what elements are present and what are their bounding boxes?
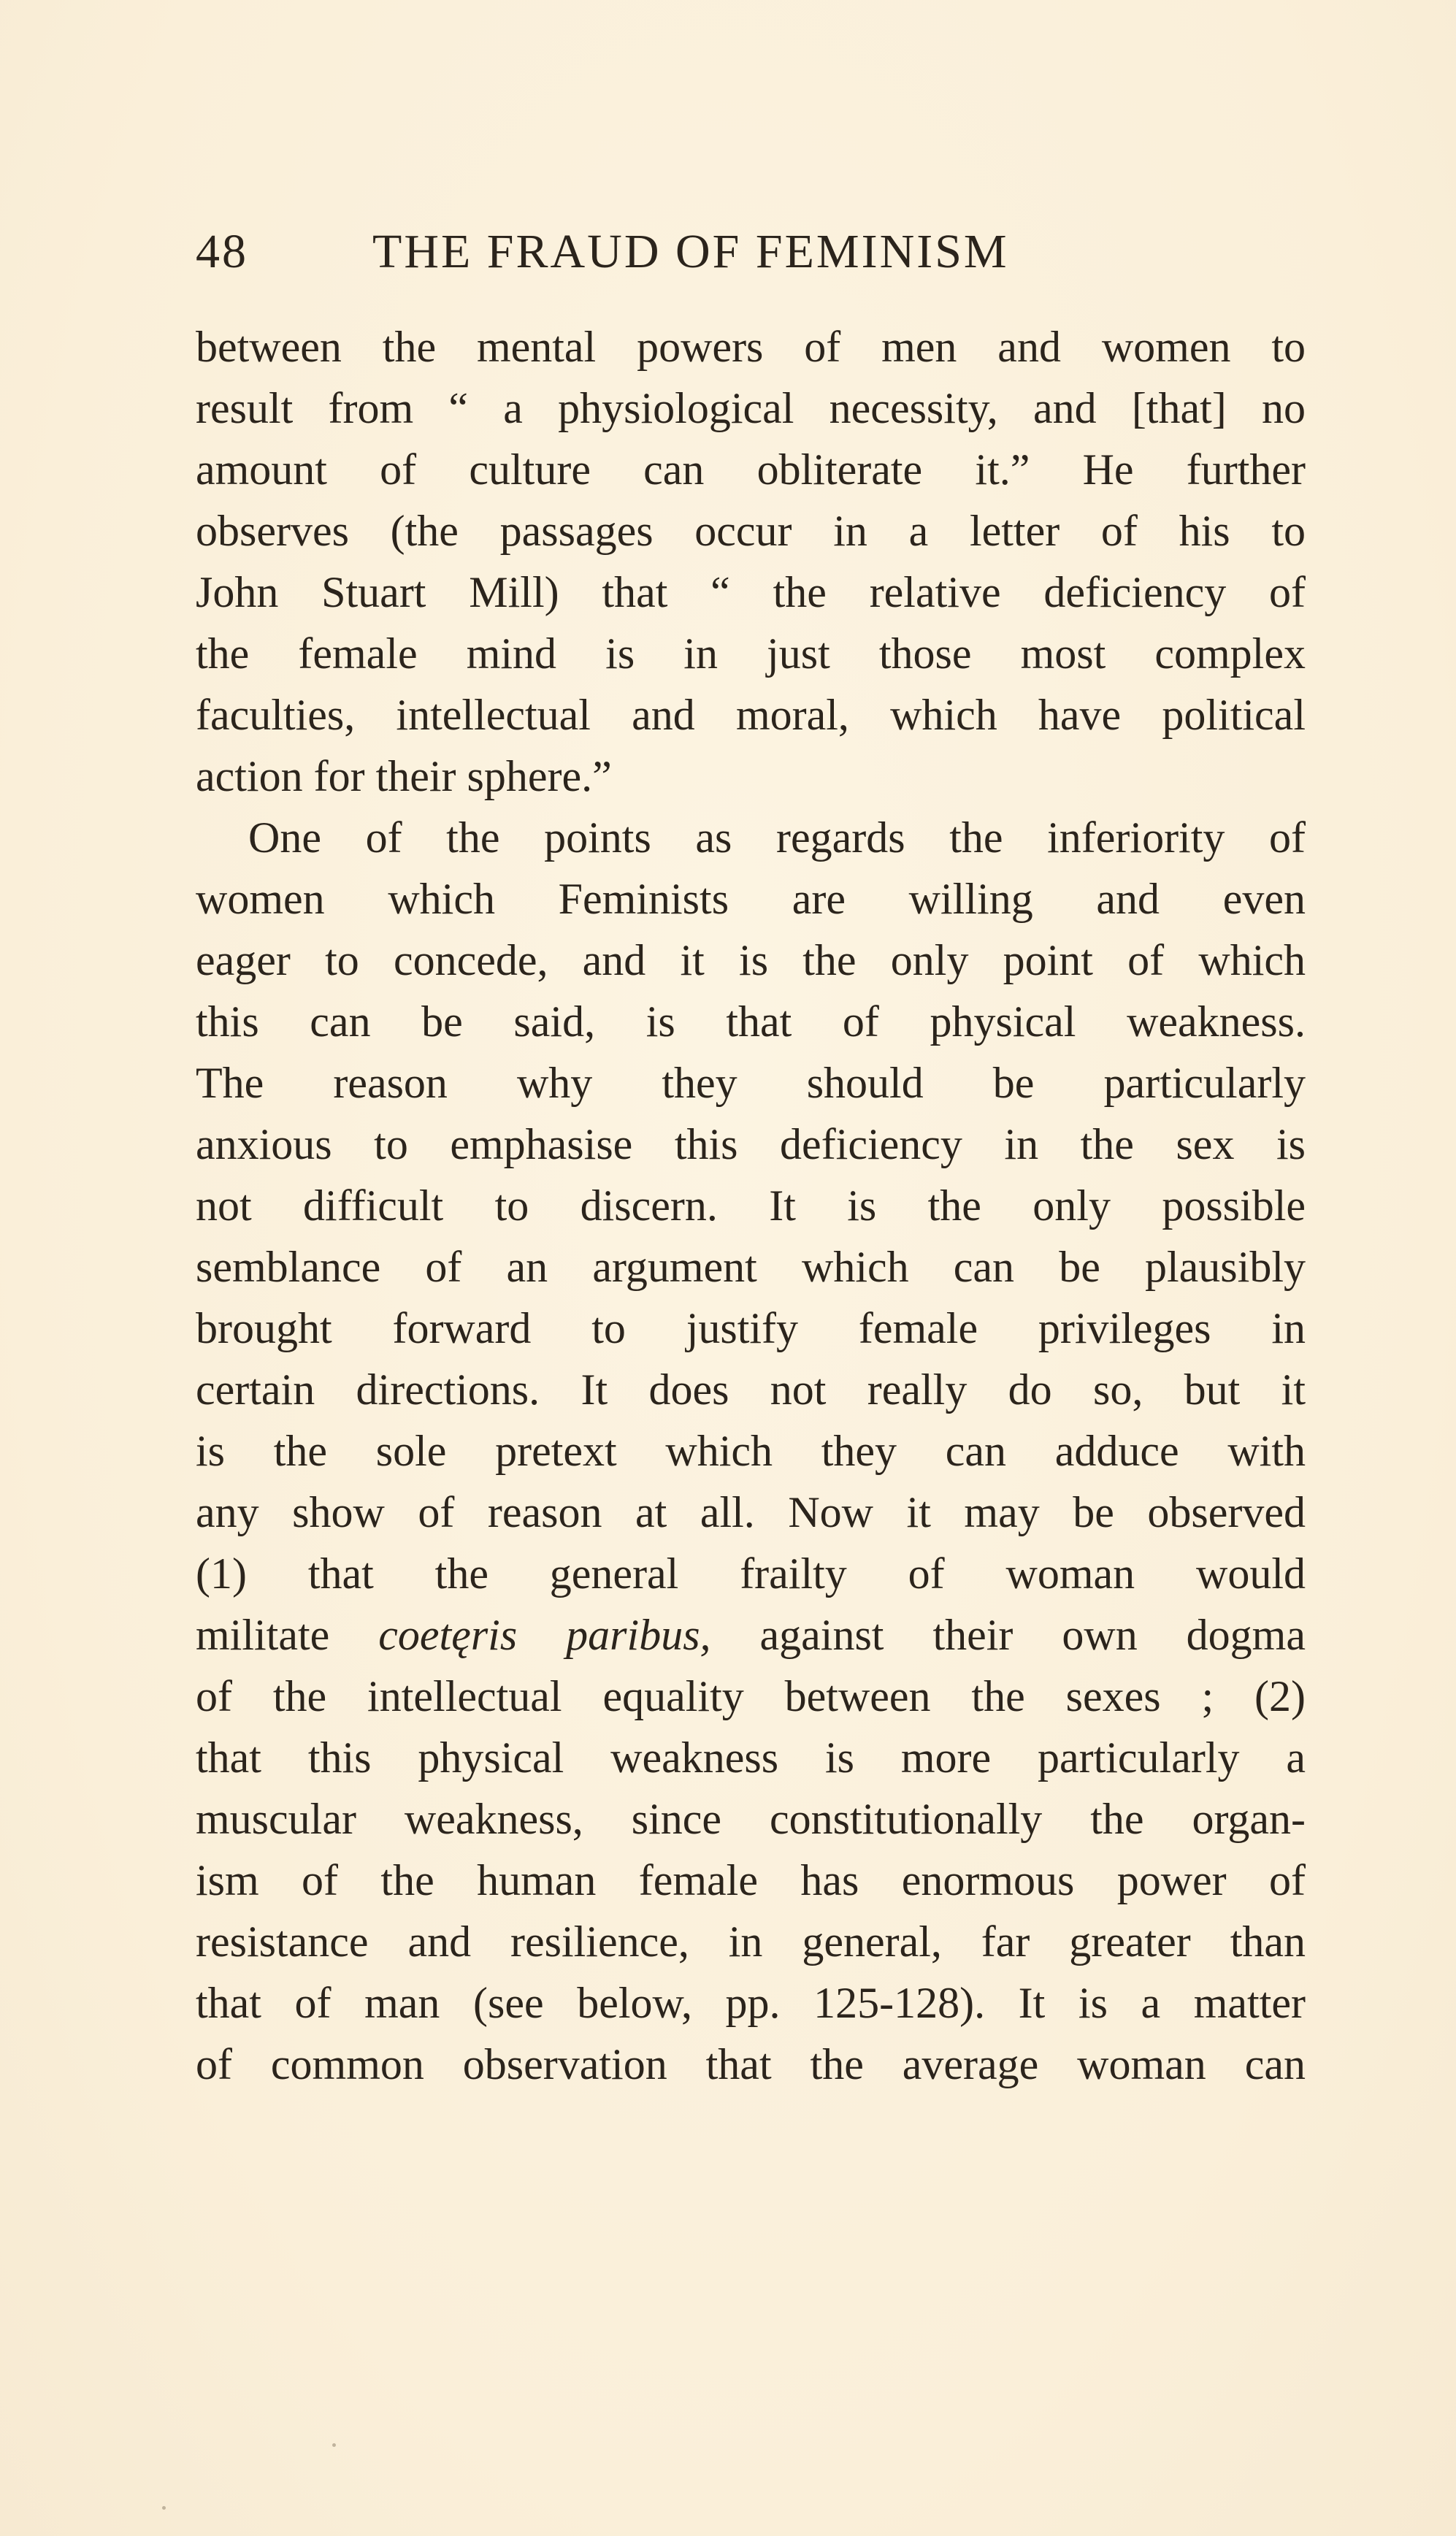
text-line-24: that this physical weakness is more particularly a: [196, 1734, 1306, 1782]
text-line-23: of the intellectual equality between the sexes ; (2): [196, 1672, 1306, 1720]
text-line-11: eager to concede, and it is the only point of which: [196, 936, 1306, 984]
latin-phrase: coetęris paribus,: [378, 1611, 711, 1659]
text-line-25: muscular weakness, since constitutionally the organ-: [196, 1795, 1306, 1843]
text-line-8: action for their sphere.”: [196, 752, 612, 800]
text-line-7: faculties, intellectual and moral, which have political: [196, 691, 1306, 739]
text-line-22-before: militate: [196, 1611, 379, 1659]
text-line-28: that of man (see below, pp. 125-128). It is a matter: [196, 1979, 1306, 2027]
body-text: [196, 316, 1306, 2095]
text-line-17: brought forward to justify female privileges in: [196, 1304, 1306, 1352]
text-line-2: result from “ a physiological necessity, and [that] no: [196, 384, 1306, 432]
text-line-3: amount of culture can obliterate it.” He further: [196, 445, 1306, 494]
text-line-15: not difficult to discern. It is the only possible: [196, 1181, 1306, 1230]
running-title: THE FRAUD OF FEMINISM: [372, 225, 1009, 278]
text-line-26: ism of the human female has enormous power of: [196, 1856, 1306, 1904]
text-line-1: between the mental powers of men and women to: [196, 323, 1306, 371]
paper-speck: [162, 2506, 166, 2510]
text-line-12: this can be said, is that of physical weakness.: [196, 997, 1306, 1046]
text-line-4: observes (the passages occur in a letter of his to: [196, 507, 1306, 555]
text-line-18: certain directions. It does not really do so, but it: [196, 1365, 1306, 1414]
text-line-22-after: against their own dogma: [710, 1611, 1306, 1659]
text-line-14: anxious to emphasise this deficiency in the sex is: [196, 1120, 1306, 1168]
text-line-22: [196, 1604, 1306, 1666]
text-line-6: the female mind is in just those most complex: [196, 629, 1306, 678]
text-line-21: (1) that the general frailty of woman would: [196, 1549, 1306, 1598]
text-line-20: any show of reason at all. Now it may be observed: [196, 1488, 1306, 1536]
text-line-10: women which Feminists are willing and even: [196, 875, 1306, 923]
text-line-29: of common observation that the average woman can: [196, 2040, 1306, 2088]
text-line-27: resistance and resilience, in general, far greater than: [196, 1918, 1306, 1966]
text-line-19: is the sole pretext which they can adduce with: [196, 1427, 1306, 1475]
page-number: 48: [196, 225, 248, 278]
text-line-13: The reason why they should be particularly: [196, 1059, 1306, 1107]
paper-speck: [332, 2443, 336, 2447]
text-line-9: One of the points as regards the inferiority of: [248, 813, 1306, 862]
text-line-16: semblance of an argument which can be plausibly: [196, 1243, 1306, 1291]
page-header: [196, 219, 1306, 285]
text-line-5: John Stuart Mill) that “ the relative deficiency of: [196, 568, 1306, 616]
